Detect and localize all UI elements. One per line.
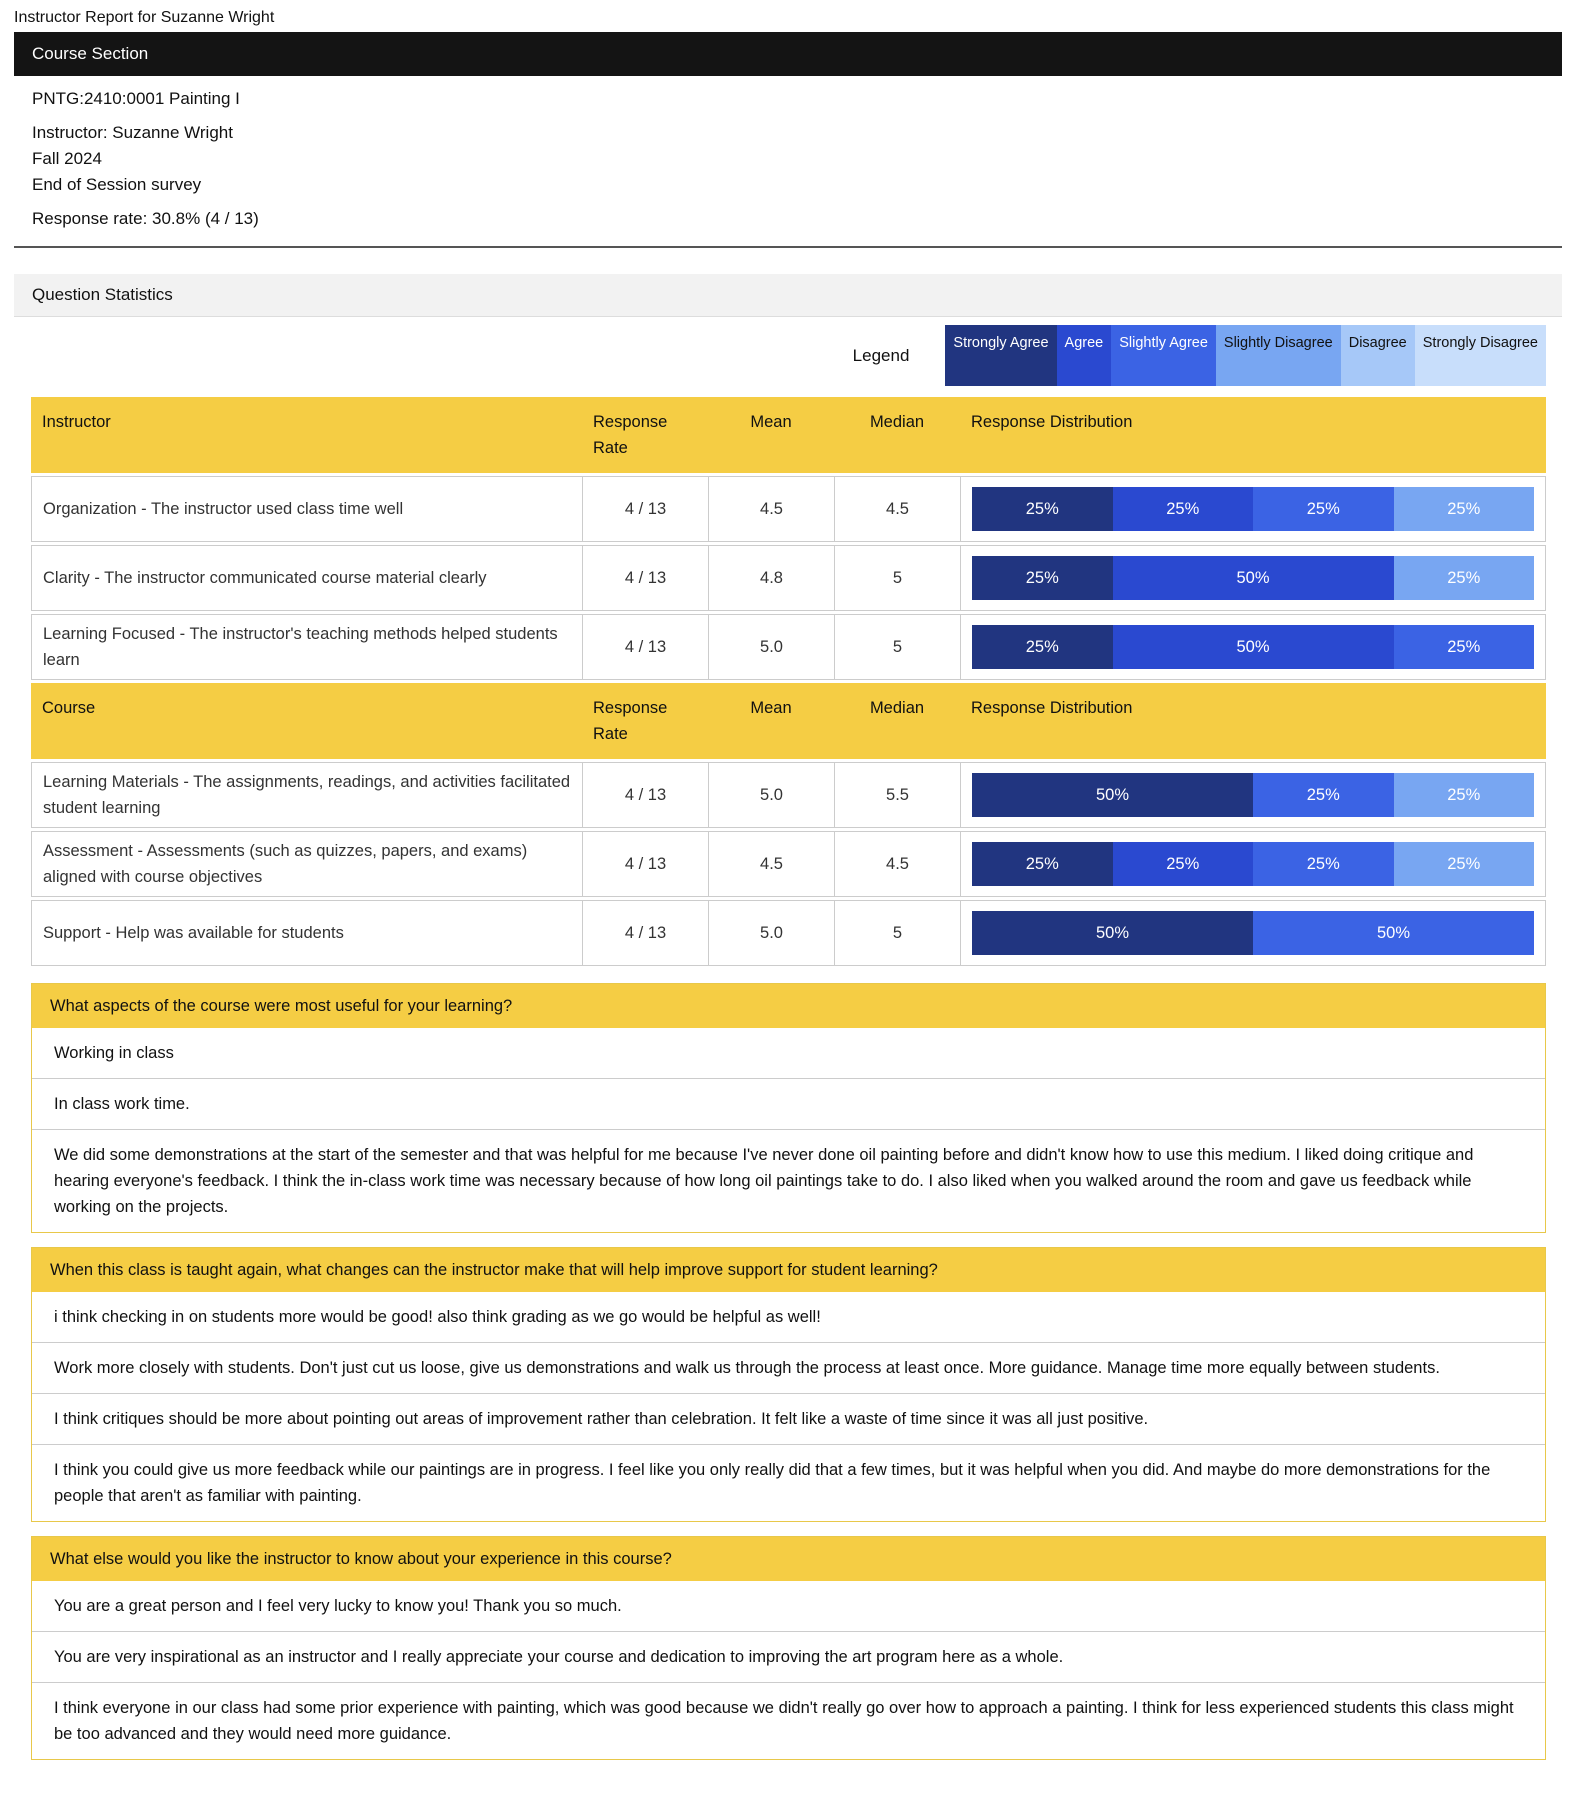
question-label: Organization	[43, 500, 137, 518]
distribution-segment: 25%	[1113, 842, 1254, 886]
distribution-segment: 25%	[1394, 773, 1535, 817]
distribution-segment: 50%	[1113, 556, 1394, 600]
statistics-table-wrapper	[31, 394, 1546, 969]
comment-question: What else would you like the instructor to know about your experience in this course?	[32, 1537, 1545, 1581]
term: Fall 2024	[32, 149, 102, 168]
header-response-distribution: Response Distribution	[960, 397, 1546, 473]
distribution-bar	[972, 911, 1534, 955]
question-cell	[31, 614, 582, 680]
header-category: Course	[31, 683, 582, 759]
distribution-cell	[960, 762, 1546, 828]
distribution-segment: 50%	[972, 911, 1253, 955]
legend-label: Legend	[852, 345, 910, 365]
mean-cell: 4.5	[708, 476, 834, 542]
header-response-distribution: Response Distribution	[960, 683, 1546, 759]
comment-response: Working in class	[54, 1044, 174, 1062]
question-separator: -	[175, 625, 190, 643]
comment-question: What aspects of the course were most useful for your learning?	[32, 984, 1545, 1028]
header-category: Instructor	[31, 397, 582, 473]
question-text: Help was available for students	[115, 924, 344, 942]
distribution-cell	[960, 614, 1546, 680]
distribution-segment: 25%	[1394, 487, 1535, 531]
response-rate-cell: 4 / 13	[582, 900, 708, 966]
comment-response: I think everyone in our class had some prior experience with painting, which was good because we didn't really go over how to approach a painting. I think for less experienced students this class might be too advanced and they would need more guidance.	[32, 1682, 1545, 1759]
question-text: Assessments (such as quizzes, papers, and exams) aligned with course objectives	[43, 842, 528, 886]
table-header-row	[31, 397, 1546, 473]
distribution-segment: 25%	[972, 842, 1113, 886]
comment-block	[31, 1536, 1546, 1760]
distribution-segment: 25%	[972, 625, 1113, 669]
comments-section	[14, 983, 1562, 1760]
distribution-segment: 25%	[1113, 487, 1254, 531]
table-header-row	[31, 683, 1546, 759]
instructor-name: Instructor: Suzanne Wright	[32, 123, 233, 142]
distribution-segment: 25%	[1253, 842, 1394, 886]
question-label: Support	[43, 924, 101, 942]
comment-response: You are very inspirational as an instructor and I really appreciate your course and dedication to improving the art program here as a whole.	[32, 1631, 1545, 1682]
distribution-segment: 50%	[1253, 911, 1534, 955]
table-row	[31, 762, 1546, 828]
mean-cell: 5.0	[708, 762, 834, 828]
table-row	[31, 545, 1546, 611]
question-separator: -	[100, 924, 116, 942]
question-label: Learning Focused	[43, 625, 176, 643]
course-section-info	[14, 76, 1562, 246]
question-separator: -	[89, 569, 105, 587]
question-separator: -	[178, 773, 194, 791]
legend-item: Strongly Agree	[945, 325, 1056, 386]
header-mean: Mean	[708, 683, 834, 759]
question-label: Clarity	[43, 569, 90, 587]
comment-response: i think checking in on students more would be good! also think grading as we go would be helpful as well!	[54, 1308, 821, 1326]
question-statistics-bar: Question Statistics	[14, 274, 1562, 317]
table-row	[31, 900, 1546, 966]
header-mean: Mean	[708, 397, 834, 473]
comment-response: You are a great person and I feel very lucky to know you! Thank you so much.	[54, 1597, 622, 1615]
median-cell: 5.5	[834, 762, 960, 828]
mean-cell: 4.8	[708, 545, 834, 611]
question-cell	[31, 831, 582, 897]
distribution-cell	[960, 476, 1546, 542]
question-text: The instructor used class time well	[150, 500, 404, 518]
report-title: Instructor Report for Suzanne Wright	[14, 9, 275, 26]
distribution-bar	[972, 773, 1534, 817]
question-cell	[31, 900, 582, 966]
question-cell	[31, 762, 582, 828]
distribution-segment: 25%	[1253, 487, 1394, 531]
response-rate-cell: 4 / 13	[582, 545, 708, 611]
comment-response: Work more closely with students. Don't just cut us loose, give us demonstrations and walk us through the process at least once. More guidance. Manage time more equally between students.	[32, 1342, 1545, 1393]
median-cell: 5	[834, 900, 960, 966]
mean-cell: 5.0	[708, 614, 834, 680]
distribution-bar	[972, 487, 1534, 531]
header-response-rate: Response Rate	[582, 683, 708, 759]
median-cell: 4.5	[834, 831, 960, 897]
distribution-segment: 25%	[1394, 625, 1535, 669]
median-cell: 4.5	[834, 476, 960, 542]
legend-item: Strongly Disagree	[1415, 325, 1546, 386]
divider	[14, 246, 1562, 248]
legend-item: Disagree	[1341, 325, 1415, 386]
comment-question: When this class is taught again, what changes can the instructor make that will help improve support for student learning?	[32, 1248, 1545, 1292]
comment-response: We did some demonstrations at the start of the semester and that was helpful for me because I've never done oil painting before and didn't know how to use this medium. I liked doing critique and hearing everyone's feedback. I think the in-class work time was necessary because of how long oil paintings take to do. I also liked when you walked around the room and gave us feedback while working on the projects.	[32, 1129, 1545, 1232]
distribution-bar	[972, 625, 1534, 669]
comment-response: I think critiques should be more about pointing out areas of improvement rather than celebration. It felt like a waste of time since it was all just positive.	[32, 1393, 1545, 1444]
response-rate-cell: 4 / 13	[582, 476, 708, 542]
mean-cell: 5.0	[708, 900, 834, 966]
question-text: The instructor communicated course material clearly	[104, 569, 487, 587]
distribution-segment: 25%	[972, 556, 1113, 600]
median-cell: 5	[834, 545, 960, 611]
comment-block	[31, 1247, 1546, 1522]
distribution-segment: 50%	[1113, 625, 1394, 669]
question-cell	[31, 545, 582, 611]
legend-item: Agree	[1057, 325, 1112, 386]
legend	[14, 325, 1546, 386]
distribution-segment: 25%	[1253, 773, 1394, 817]
distribution-segment: 25%	[1394, 842, 1535, 886]
header-response-rate: Response Rate	[582, 397, 708, 473]
question-text: The instructor's teaching methods helped students learn	[43, 625, 558, 669]
table-row	[31, 476, 1546, 542]
comment-response: In class work time.	[32, 1078, 1545, 1129]
comment-response: I think you could give us more feedback while our paintings are in progress. I feel like you only really did that a few times, but it was helpful when you did. And maybe do more demonstrations for the people that aren't as familiar with painting.	[32, 1444, 1545, 1521]
distribution-bar	[972, 842, 1534, 886]
header-median: Median	[834, 683, 960, 759]
course-name: PNTG:2410:0001 Painting I	[32, 89, 240, 108]
distribution-segment: 50%	[972, 773, 1253, 817]
response-rate: Response rate: 30.8% (4 / 13)	[32, 209, 259, 228]
table-row	[31, 831, 1546, 897]
question-label: Learning Materials	[43, 773, 179, 791]
legend-item: Slightly Disagree	[1216, 325, 1341, 386]
distribution-segment: 25%	[972, 487, 1113, 531]
question-label: Assessment	[43, 842, 133, 860]
header-median: Median	[834, 397, 960, 473]
distribution-segment: 25%	[1394, 556, 1535, 600]
mean-cell: 4.5	[708, 831, 834, 897]
median-cell: 5	[834, 614, 960, 680]
question-separator: -	[132, 842, 147, 860]
course-section-bar: Course Section	[14, 32, 1562, 76]
comment-block	[31, 983, 1546, 1233]
question-cell	[31, 476, 582, 542]
question-text: The assignments, readings, and activities facilitated student learning	[43, 773, 571, 817]
legend-item: Slightly Agree	[1111, 325, 1216, 386]
response-rate-cell: 4 / 13	[582, 762, 708, 828]
distribution-bar	[972, 556, 1534, 600]
distribution-cell	[960, 831, 1546, 897]
distribution-cell	[960, 900, 1546, 966]
survey-name: End of Session survey	[32, 175, 202, 194]
response-rate-cell: 4 / 13	[582, 614, 708, 680]
question-separator: -	[136, 500, 151, 518]
distribution-cell	[960, 545, 1546, 611]
statistics-table	[31, 394, 1546, 969]
response-rate-cell: 4 / 13	[582, 831, 708, 897]
table-row	[31, 614, 1546, 680]
